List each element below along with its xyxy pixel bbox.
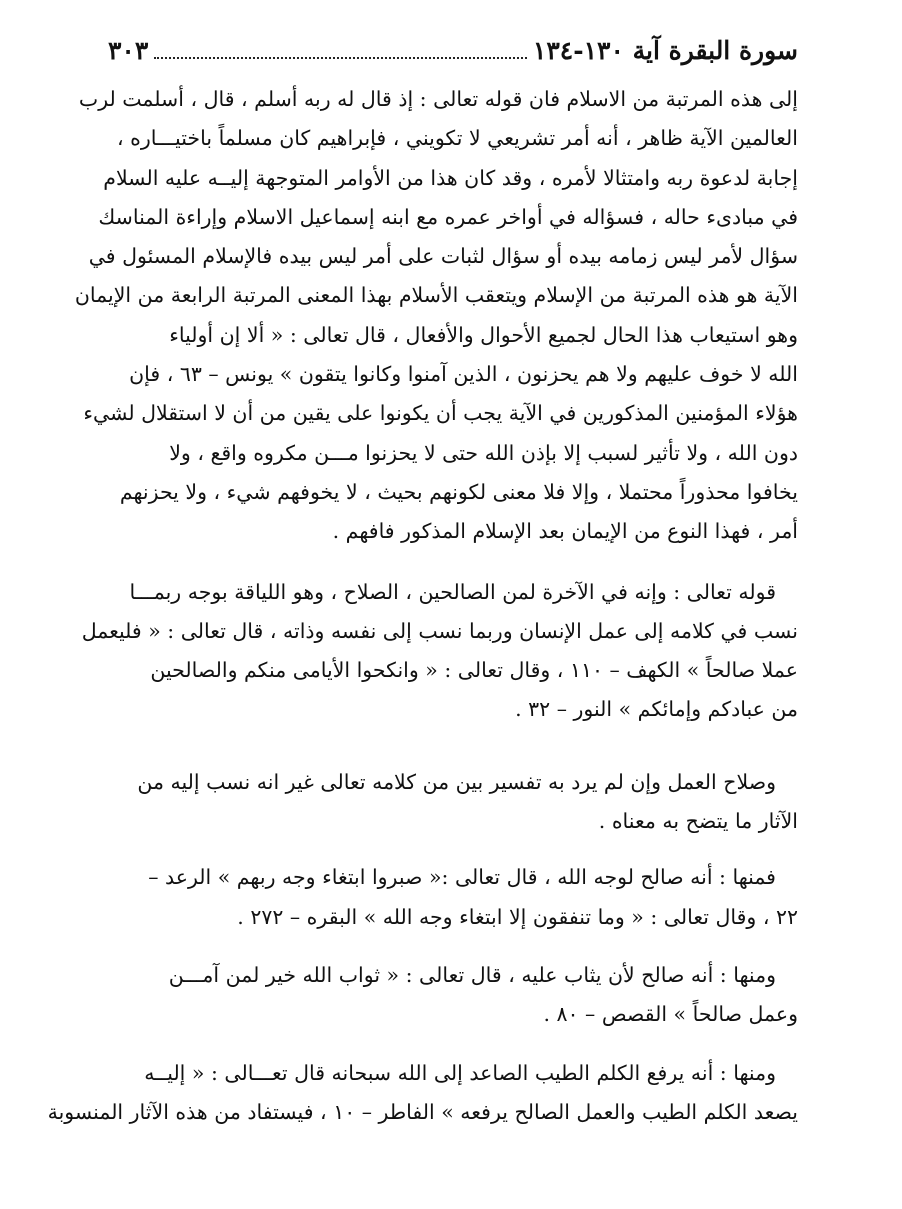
text-line: ٢٢ ، وقال تعالى : « وما تنفقون إلا ابتغاء وجه الله » البقره – ٢٧٢ . xyxy=(237,904,798,929)
paragraph-1 xyxy=(74,80,798,552)
paragraph-2 xyxy=(81,573,798,730)
paragraph-4 xyxy=(104,858,798,937)
text-line: العالمين الآية ظاهر ، أنه أمر تشريعي لا تكويني ، فإبراهيم كان مسلماً باختيـــاره ، xyxy=(117,126,798,151)
page-number: ٣٠٣ xyxy=(108,36,149,65)
text-line: دون الله ، ولا تأثير لسبب إلا بإذن الله حتى لا يحزنوا مـــن مكروه واقع ، ولا xyxy=(169,440,798,465)
text-line: وهو استيعاب هذا الحال لجميع الأحوال والأفعال ، قال تعالى : « ألا إن أولياء xyxy=(169,322,798,347)
text-line: هؤلاء المؤمنين المذكورين في الآية يجب أن يكونوا على يقين من أن لا استقلال لشيء xyxy=(83,401,798,426)
text-line: الآية هو هذه المرتبة من الإسلام ويتعقب الأسلام بهذا المعنى المرتبة الرابعة من الإيمان xyxy=(74,283,798,308)
text-line: وصلاح العمل وإن لم يرد به تفسير بين من كلامه تعالى غير انه نسب إليه من xyxy=(137,769,776,794)
running-title: سورة البقرة آية ١٣٠-١٣٤ xyxy=(532,36,798,65)
text-line: يخافوا محذوراً محتملا ، وإلا فلا معنى لكونهم بحيث ، لا يخوفهم شيء ، ولا يحزنهم xyxy=(119,479,798,504)
header-dotted-leader xyxy=(154,41,527,59)
text-line: قوله تعالى : وإنه في الآخرة لمن الصالحين ، الصلاح ، وهو اللياقة بوجه ربمـــا xyxy=(129,579,776,604)
text-line: في مبادىء حاله ، فسؤاله في أواخر عمره مع ابنه إسماعيل الاسلام وإراءة المناسك xyxy=(98,204,798,229)
text-line: إلى هذه المرتبة من الاسلام فان قوله تعالى : إذ قال له ربه أسلم ، قال ، أسلمت لرب xyxy=(78,87,798,111)
text-line: وعمل صالحاً » القصص – ٨٠ . xyxy=(543,1002,798,1027)
text-line: الآثار ما يتضح به معناه . xyxy=(598,809,798,834)
text-line: من عبادكم وإمائكم » النور – ٣٢ . xyxy=(515,697,798,722)
text-line: سؤال لأمر ليس زمامه بيده أو سؤال لثبات على أمر ليس بيده فالإسلام المسئول في xyxy=(88,244,798,269)
paragraph-5 xyxy=(104,956,798,1035)
text-line: ومنها : أنه يرفع الكلم الطيب الصاعد إلى الله سبحانه قال تعـــالى : « إليــه xyxy=(144,1060,776,1085)
paragraph-6 xyxy=(47,1054,798,1133)
text-line: الله لا خوف عليهم ولا هم يحزنون ، الذين آمنوا وكانوا يتقون » يونس – ٦٣ ، فإن xyxy=(129,362,798,387)
page-body xyxy=(47,80,798,1132)
page-header xyxy=(108,36,798,70)
text-line: فمنها : أنه صالح لوجه الله ، قال تعالى :« صبروا ابتغاء وجه ربهم » الرعد – xyxy=(148,865,776,890)
text-line: نسب في كلامه إلى عمل الإنسان وربما نسب إلى نفسه وذاته ، قال تعالى : « فليعمل xyxy=(81,618,798,643)
text-line: عملا صالحاً » الكهف – ١١٠ ، وقال تعالى : « وانكحوا الأيامى منكم والصالحين xyxy=(150,658,798,683)
text-line: أمر ، فهذا النوع من الإيمان بعد الإسلام المذكور فافهم . xyxy=(332,519,798,544)
paragraph-3 xyxy=(104,763,798,842)
text-line: إجابة لدعوة ربه وامتثالا لأمره ، وقد كان هذا من الأوامر المتوجهة إليــه عليه السلام xyxy=(103,165,798,190)
text-line: ومنها : أنه صالح لأن يثاب عليه ، قال تعالى : « ثواب الله خير لمن آمـــن xyxy=(168,962,776,987)
text-line: يصعد الكلم الطيب والعمل الصالح يرفعه » الفاطر – ١٠ ، فيستفاد من هذه الآثار المنسوبة xyxy=(47,1099,798,1124)
